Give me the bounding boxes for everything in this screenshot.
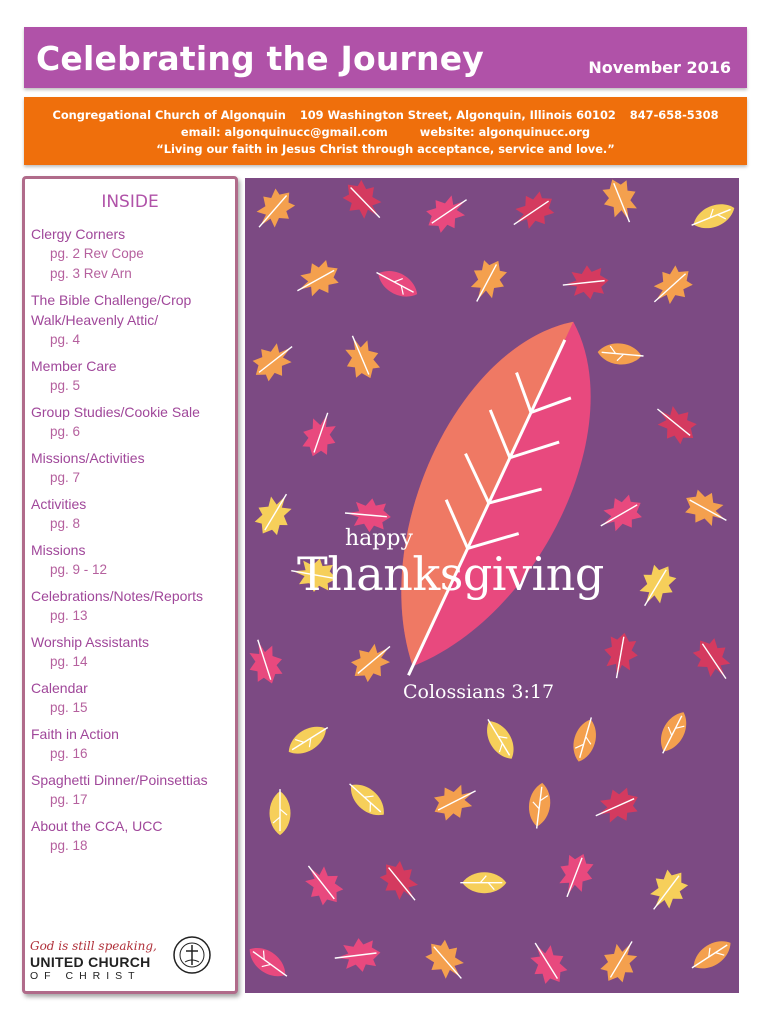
ucc-name-line1: UNITED CHURCH — [30, 954, 151, 970]
toc-section: About the CCA, UCC — [31, 818, 163, 834]
church-website[interactable]: website: algonquinucc.org — [419, 125, 591, 139]
poster-happy: happy — [345, 526, 413, 551]
church-email[interactable]: email: algonquinucc@gmail.com — [180, 125, 388, 139]
toc-page: pg. 2 Rev Cope — [50, 246, 144, 261]
small-leaf — [289, 254, 346, 306]
small-leaf — [427, 776, 483, 827]
small-leaf — [372, 263, 422, 303]
small-leaf — [246, 181, 302, 238]
toc-section: Missions — [31, 542, 86, 558]
ucc-tagline: God is still speaking, — [30, 939, 157, 953]
toc-page: pg. 7 — [50, 470, 81, 485]
small-leaf — [678, 483, 735, 535]
small-leaf — [643, 258, 700, 314]
toc-page: pg. 3 Rev Arn — [50, 266, 132, 281]
small-leaf — [686, 631, 739, 688]
small-leaf — [526, 782, 552, 830]
church-motto: “Living our faith in Jesus Christ through acceptance, service and love.” — [156, 142, 615, 156]
church-name: Congregational Church of Algonquin — [52, 108, 286, 122]
toc-section: Missions/Activities — [31, 450, 145, 466]
poster-headline: Thanksgiving — [297, 547, 604, 601]
toc-section: Worship Assistants — [31, 634, 150, 650]
small-leaf — [337, 329, 386, 385]
thanksgiving-poster — [245, 178, 739, 993]
toc-section: Celebrations/Notes/Reports — [31, 588, 203, 604]
toc-page: pg. 17 — [50, 792, 88, 807]
small-leaf — [551, 848, 599, 903]
toc-page: pg. 4 — [50, 332, 81, 347]
small-leaf — [504, 185, 561, 239]
small-leaf — [594, 933, 647, 990]
small-leaf — [479, 714, 521, 764]
small-leaf — [344, 633, 401, 689]
small-leaf — [419, 186, 476, 240]
toc-page: pg. 15 — [50, 700, 88, 715]
church-web-line — [24, 125, 747, 139]
church-info-bar — [24, 97, 747, 165]
small-leaf — [686, 934, 736, 977]
small-leaf — [640, 862, 695, 919]
church-contact-line — [24, 108, 747, 122]
small-leaf — [245, 333, 302, 388]
small-leaf — [653, 708, 693, 759]
small-leaf — [630, 558, 683, 615]
small-leaf — [373, 854, 428, 911]
toc-page: pg. 5 — [50, 378, 81, 393]
table-of-contents — [31, 224, 231, 862]
poster-verse: Colossians 3:17 — [403, 681, 555, 703]
small-leaf — [596, 178, 645, 229]
toc-page: pg. 14 — [50, 654, 88, 669]
toc-page: pg. 9 - 12 — [50, 562, 108, 577]
toc-section: Clergy Corners — [31, 226, 126, 242]
small-leaf — [647, 396, 704, 451]
small-leaf — [245, 941, 293, 985]
small-leaf — [343, 776, 391, 822]
small-leaf — [248, 485, 301, 542]
small-leaf — [297, 407, 344, 462]
toc-section: Member Care — [31, 358, 117, 374]
small-leaf — [592, 488, 649, 540]
small-leaf — [688, 198, 739, 235]
small-leaf — [462, 253, 514, 310]
church-address: 109 Washington Street, Algonquin, Illinois 60102 — [299, 108, 616, 122]
inside-heading: INSIDE — [101, 192, 159, 212]
toc-section: The Bible Challenge/Crop Walk/Heavenly Attic/ — [31, 292, 192, 328]
toc-page: pg. 6 — [50, 424, 81, 439]
small-leaf — [521, 934, 574, 991]
small-leaf — [283, 719, 333, 761]
toc-page: pg. 8 — [50, 516, 81, 531]
toc-page: pg. 18 — [50, 838, 88, 853]
small-leaf — [561, 263, 610, 302]
small-leaf — [245, 635, 288, 689]
small-leaf — [270, 789, 291, 835]
ucc-name-line2: OF CHRIST — [30, 970, 141, 982]
small-leaf — [569, 715, 602, 765]
small-leaf — [460, 872, 506, 893]
toc-page: pg. 13 — [50, 608, 88, 623]
toc-section: Group Studies/Cookie Sale — [31, 404, 200, 420]
small-leaf — [418, 933, 474, 990]
small-leaf — [600, 630, 641, 681]
toc-section: Activities — [31, 496, 87, 512]
small-leaf — [589, 782, 645, 832]
toc-section: Calendar — [31, 680, 88, 696]
toc-section: Spaghetti Dinner/Poinsettias — [31, 772, 208, 788]
small-leaf — [333, 936, 383, 975]
church-phone: 847-658-5308 — [629, 108, 719, 122]
newsletter-title: Celebrating the Journey — [36, 39, 484, 78]
small-leaf — [336, 178, 392, 229]
ucc-seal-icon — [172, 935, 212, 975]
ucc-logo — [26, 935, 216, 985]
large-leaf — [344, 292, 638, 706]
small-leaf — [597, 342, 645, 367]
inside-sidebar — [22, 176, 238, 994]
issue-date: November 2016 — [588, 58, 731, 77]
toc-section: Faith in Action — [31, 726, 119, 742]
masthead-banner — [24, 27, 747, 88]
small-leaf — [295, 855, 350, 912]
toc-page: pg. 16 — [50, 746, 88, 761]
